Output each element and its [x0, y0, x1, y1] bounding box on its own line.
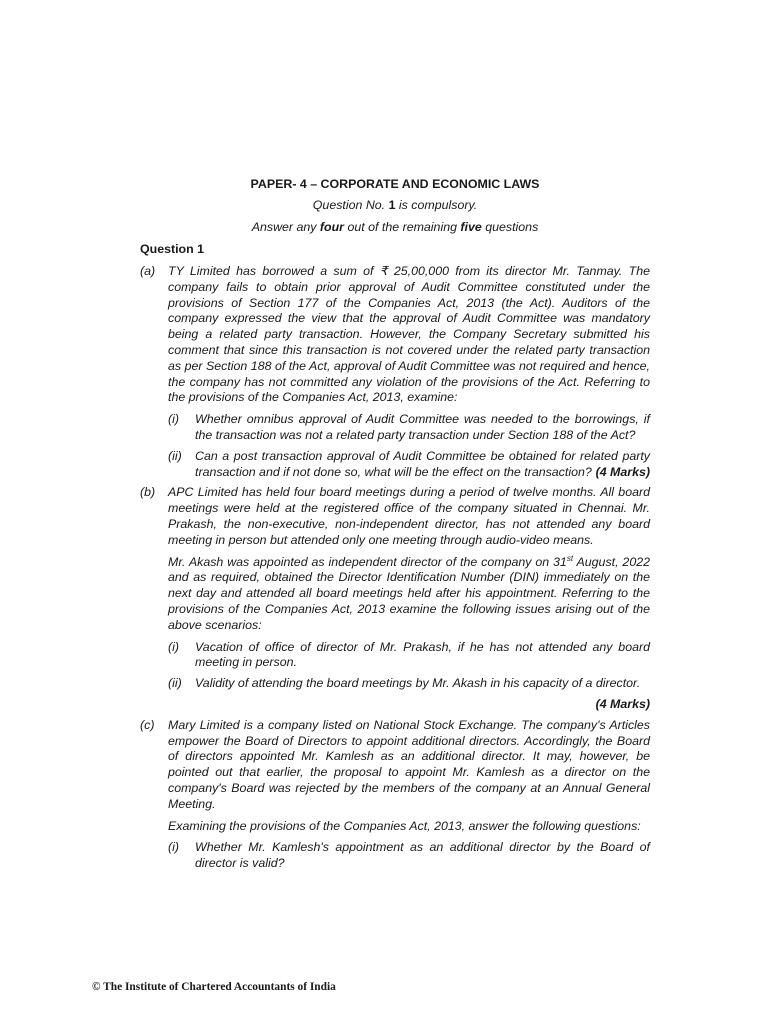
copyright-footer: © The Institute of Chartered Accountants of India — [92, 981, 336, 993]
answer-count: four — [319, 219, 345, 234]
sub-text: Validity of attending the board meetings by Mr. Akash in his capacity of a director. — [195, 676, 641, 691]
compulsory-question-number: 1 — [388, 198, 396, 212]
part-label: (b) — [140, 485, 156, 500]
part-b-text-2 — [168, 555, 650, 634]
question-heading: Question 1 — [140, 242, 205, 256]
part-label: (a) — [140, 264, 156, 278]
sub-label: (i) — [168, 412, 180, 427]
sub-label: (i) — [168, 840, 180, 855]
part-c-sub-i — [168, 840, 650, 872]
part-c-text: Mary Limited is a company listed on National Stock Exchange. The company's Articles empower the Board of Directors to appoint additional directors. Accordingly, the Board of directors appointed Mr. Kamlesh as an additional director. It may, however, be pointed out that earlier, the proposal to appoint Mr. Kamlesh as a director on the company's Board was rejected by the members of the company at an Annual General Meeting. — [168, 717, 650, 811]
question-body — [140, 264, 650, 877]
instruction-text: Answer any — [251, 219, 320, 234]
sub-label: (ii) — [168, 676, 182, 691]
paper-title: PAPER- 4 – CORPORATE AND ECONOMIC LAWS — [250, 177, 540, 191]
question-part-b — [140, 485, 650, 712]
part-c-text-2: Examining the provisions of the Companies Act, 2013, answer the following questions: — [168, 818, 641, 833]
marks-label: (4 Marks) — [595, 464, 650, 479]
ordinal-suffix: st — [566, 553, 574, 563]
compulsory-instruction — [140, 198, 650, 214]
instruction-text: questions — [481, 219, 539, 234]
paragraph-text: August, 2022 and as required, obtained the Director Identification Number (DIN) immediately on the next day and attended all board meetings held after his appointment. Referring to the provisions of the Companies Act, 2013 examine the following issues arising out of the above scenarios: — [168, 554, 650, 632]
part-b-sub-ii — [168, 676, 650, 692]
part-label: (c) — [140, 717, 155, 732]
instruction-text: is compulsory. — [395, 198, 478, 212]
question-part-c — [140, 718, 650, 872]
instruction-text: Question No. — [312, 198, 389, 212]
sub-text: Vacation of office of director of Mr. Prakash, if he has not attended any board meeting in person. — [195, 639, 650, 670]
part-a-sub-i — [168, 412, 650, 444]
remaining-count: five — [460, 219, 482, 234]
sub-label: (ii) — [168, 448, 182, 463]
marks-label: (4 Marks) — [595, 696, 650, 711]
sub-text: Whether Mr. Kamlesh's appointment as an additional director by the Board of director is valid? — [195, 840, 650, 871]
paragraph-text: Mr. Akash was appointed as independent director of the company on 31 — [168, 554, 567, 569]
instruction-text: out of the remaining — [344, 219, 461, 234]
answer-instruction — [140, 220, 650, 236]
part-b-text: APC Limited has held four board meetings during a period of twelve months. All board meetings were held at the registered office of the company situated in Chennai. Mr. Prakash, the non-executive, non-independent director, has not attended any board meeting in person but attended only one meeting through audio-video means. — [168, 485, 650, 547]
paper-header — [140, 176, 650, 242]
sub-text: Whether omnibus approval of Audit Committee was needed to the borrowings, if the transaction was not a related party transaction under Section 188 of the Act? — [195, 412, 650, 442]
part-b-sub-i — [168, 640, 650, 672]
sub-label: (i) — [168, 639, 180, 654]
question-part-a — [140, 264, 650, 480]
part-a-sub-ii — [168, 449, 650, 481]
part-a-text: TY Limited has borrowed a sum of ₹ 25,00,000 from its director Mr. Tanmay. The company fails to obtain prior approval of Audit Committee constituted under the provisions of Section 177 of the Companies Act, 2013 (the Act). Auditors of the company expressed the view that the approval of Audit Committee was mandatory being a related party transaction. However, the Company Secretary submitted his comment that since this transaction is not covered under the related party transaction as per Section 188 of the Act, approval of Audit Committee was not required and hence, the company has not committed any violation of the provisions of the Act. Referring to the provisions of the Companies Act, 2013, examine: — [168, 264, 650, 405]
sub-text: Can a post transaction approval of Audit Committee be obtained for related party transaction and if not done so, what will be the effect on the transaction? — [195, 448, 650, 479]
